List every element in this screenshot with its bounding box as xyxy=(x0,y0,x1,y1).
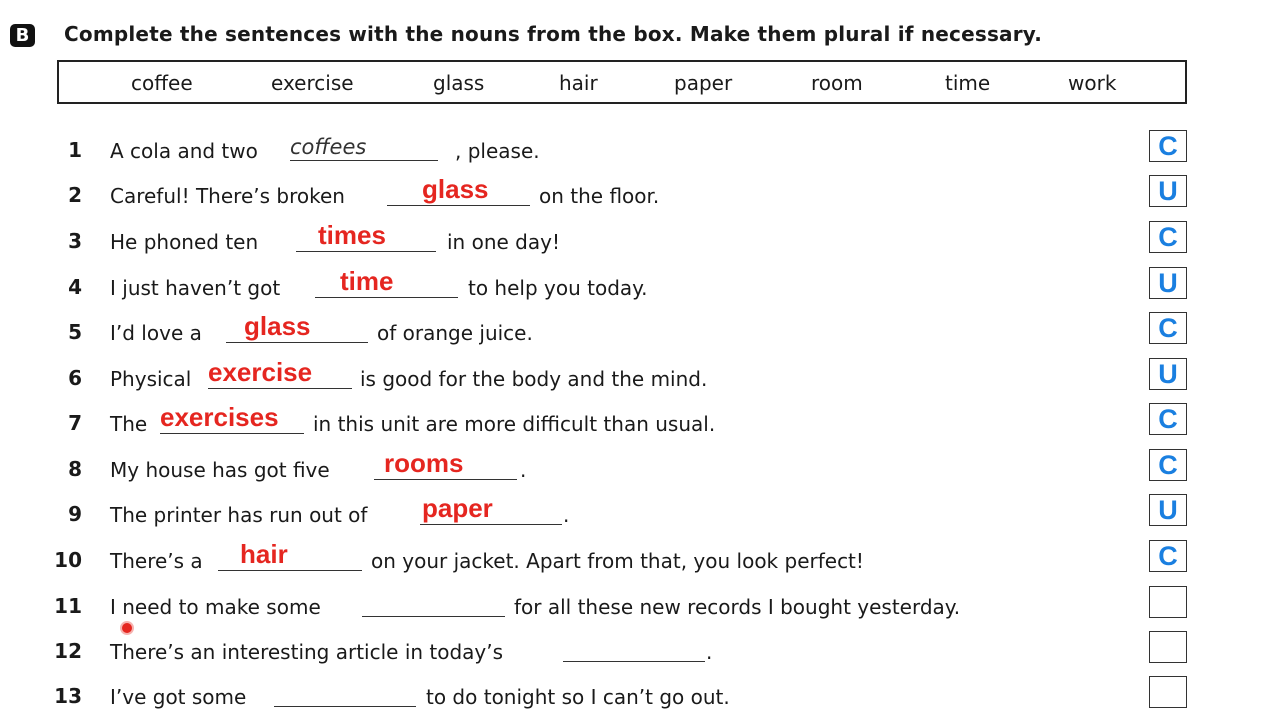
filled-answer: glass xyxy=(244,311,311,341)
filled-answer: glass xyxy=(422,174,489,204)
exercise-item xyxy=(0,263,1280,303)
countable-checkbox[interactable] xyxy=(1149,130,1187,162)
answer-blank[interactable] xyxy=(226,342,368,343)
countable-checkbox[interactable] xyxy=(1149,221,1187,253)
countable-letter: C xyxy=(1158,450,1178,480)
exercise-item xyxy=(0,536,1280,576)
sentence-end: to do tonight so I can’t go out. xyxy=(426,685,730,709)
sentence-start: I’ve got some xyxy=(110,685,247,709)
sentence-end: of orange juice. xyxy=(377,321,533,345)
countable-checkbox[interactable] xyxy=(1149,358,1187,390)
answer-blank[interactable] xyxy=(296,251,436,252)
word-exercise: exercise xyxy=(271,71,354,95)
countable-checkbox[interactable] xyxy=(1149,540,1187,572)
exercise-item xyxy=(0,171,1280,211)
countable-checkbox[interactable] xyxy=(1149,403,1187,435)
exercise-item xyxy=(0,308,1280,348)
word-glass: glass xyxy=(433,71,485,95)
sentence-start: My house has got five xyxy=(110,458,330,482)
countable-checkbox[interactable] xyxy=(1149,449,1187,481)
filled-answer: exercises xyxy=(160,402,279,432)
word-room: room xyxy=(811,71,863,95)
countable-letter: U xyxy=(1158,359,1178,389)
sentence-start: Physical xyxy=(110,367,192,391)
countable-letter: C xyxy=(1158,541,1178,571)
filled-answer: exercise xyxy=(208,357,313,387)
item-number: 5 xyxy=(68,320,82,344)
answer-blank[interactable] xyxy=(160,433,304,434)
answer-blank[interactable] xyxy=(290,160,438,161)
countable-letter: C xyxy=(1158,222,1178,252)
filled-answer: hair xyxy=(240,539,288,569)
item-number: 3 xyxy=(68,229,82,253)
item-number: 12 xyxy=(54,639,82,663)
item-number: 13 xyxy=(54,684,82,708)
countable-checkbox[interactable] xyxy=(1149,631,1187,663)
filled-answer: rooms xyxy=(384,448,464,478)
sentence-end: on your jacket. Apart from that, you look perfect! xyxy=(371,549,864,573)
sentence-start: I just haven’t got xyxy=(110,276,281,300)
countable-letter: U xyxy=(1158,495,1178,525)
countable-letter: U xyxy=(1158,176,1178,206)
item-number: 10 xyxy=(54,548,82,572)
sentence-start: A cola and two xyxy=(110,139,258,163)
sentence-end: . xyxy=(520,458,527,482)
exercise-item xyxy=(0,126,1280,166)
item-number: 1 xyxy=(68,138,82,162)
sentence-start: There’s a xyxy=(110,549,203,573)
sentence-end: in one day! xyxy=(447,230,560,254)
sentence-end: on the floor. xyxy=(539,184,660,208)
word-coffee: coffee xyxy=(131,71,193,95)
word-box xyxy=(57,60,1187,104)
answer-blank[interactable] xyxy=(387,205,530,206)
item-number: 11 xyxy=(54,594,82,618)
filled-answer: time xyxy=(340,266,394,296)
answer-blank[interactable] xyxy=(274,706,416,707)
filled-answer: coffees xyxy=(290,135,367,159)
countable-checkbox[interactable] xyxy=(1149,312,1187,344)
countable-checkbox[interactable] xyxy=(1149,267,1187,299)
answer-blank[interactable] xyxy=(374,479,517,480)
countable-letter: U xyxy=(1158,268,1178,298)
word-paper: paper xyxy=(674,71,733,95)
item-number: 2 xyxy=(68,183,82,207)
filled-answer: paper xyxy=(422,493,493,523)
exercise-item xyxy=(0,490,1280,530)
sentence-start: There’s an interesting article in today’s xyxy=(110,640,504,664)
countable-checkbox[interactable] xyxy=(1149,586,1187,618)
sentence-end: for all these new records I bought yesterday. xyxy=(514,595,961,619)
sentence-end: . xyxy=(706,640,713,664)
answer-blank[interactable] xyxy=(315,297,458,298)
exercise-item xyxy=(0,672,1280,712)
countable-letter: C xyxy=(1158,313,1178,343)
sentence-start: The printer has run out of xyxy=(110,503,368,527)
answer-blank[interactable] xyxy=(218,570,362,571)
item-number: 7 xyxy=(68,411,82,435)
filled-answer: times xyxy=(318,220,386,250)
word-work: work xyxy=(1068,71,1117,95)
sentence-start: The xyxy=(110,412,148,436)
item-number: 4 xyxy=(68,275,82,299)
countable-letter: C xyxy=(1158,131,1178,161)
answer-blank[interactable] xyxy=(362,616,505,617)
sentence-end: to help you today. xyxy=(468,276,648,300)
countable-checkbox[interactable] xyxy=(1149,676,1187,708)
exercise-item xyxy=(0,582,1280,622)
sentence-end: . xyxy=(563,503,570,527)
sentence-end: is good for the body and the mind. xyxy=(360,367,708,391)
item-number: 8 xyxy=(68,457,82,481)
sentence-start: He phoned ten xyxy=(110,230,259,254)
exercise-item xyxy=(0,399,1280,439)
sentence-end: , please. xyxy=(455,139,540,163)
answer-blank[interactable] xyxy=(420,524,562,525)
sentence-end: in this unit are more difficult than usual. xyxy=(313,412,716,436)
item-number: 6 xyxy=(68,366,82,390)
sentence-start: I’d love a xyxy=(110,321,202,345)
sentence-start: I need to make some xyxy=(110,595,321,619)
countable-letter: C xyxy=(1158,404,1178,434)
exercise-item xyxy=(0,217,1280,257)
item-number: 9 xyxy=(68,502,82,526)
answer-blank[interactable] xyxy=(208,388,352,389)
word-time: time xyxy=(945,71,991,95)
section-badge: B xyxy=(10,24,35,47)
exercise-item xyxy=(0,445,1280,485)
instruction-text: Complete the sentences with the nouns from the box. Make them plural if necessary. xyxy=(64,22,1043,46)
exercise-item xyxy=(0,627,1280,667)
cursor-indicator xyxy=(120,621,134,635)
countable-checkbox[interactable] xyxy=(1149,494,1187,526)
countable-checkbox[interactable] xyxy=(1149,175,1187,207)
exercise-item xyxy=(0,354,1280,394)
sentence-start: Careful! There’s broken xyxy=(110,184,345,208)
answer-blank[interactable] xyxy=(563,661,705,662)
word-hair: hair xyxy=(559,71,598,95)
